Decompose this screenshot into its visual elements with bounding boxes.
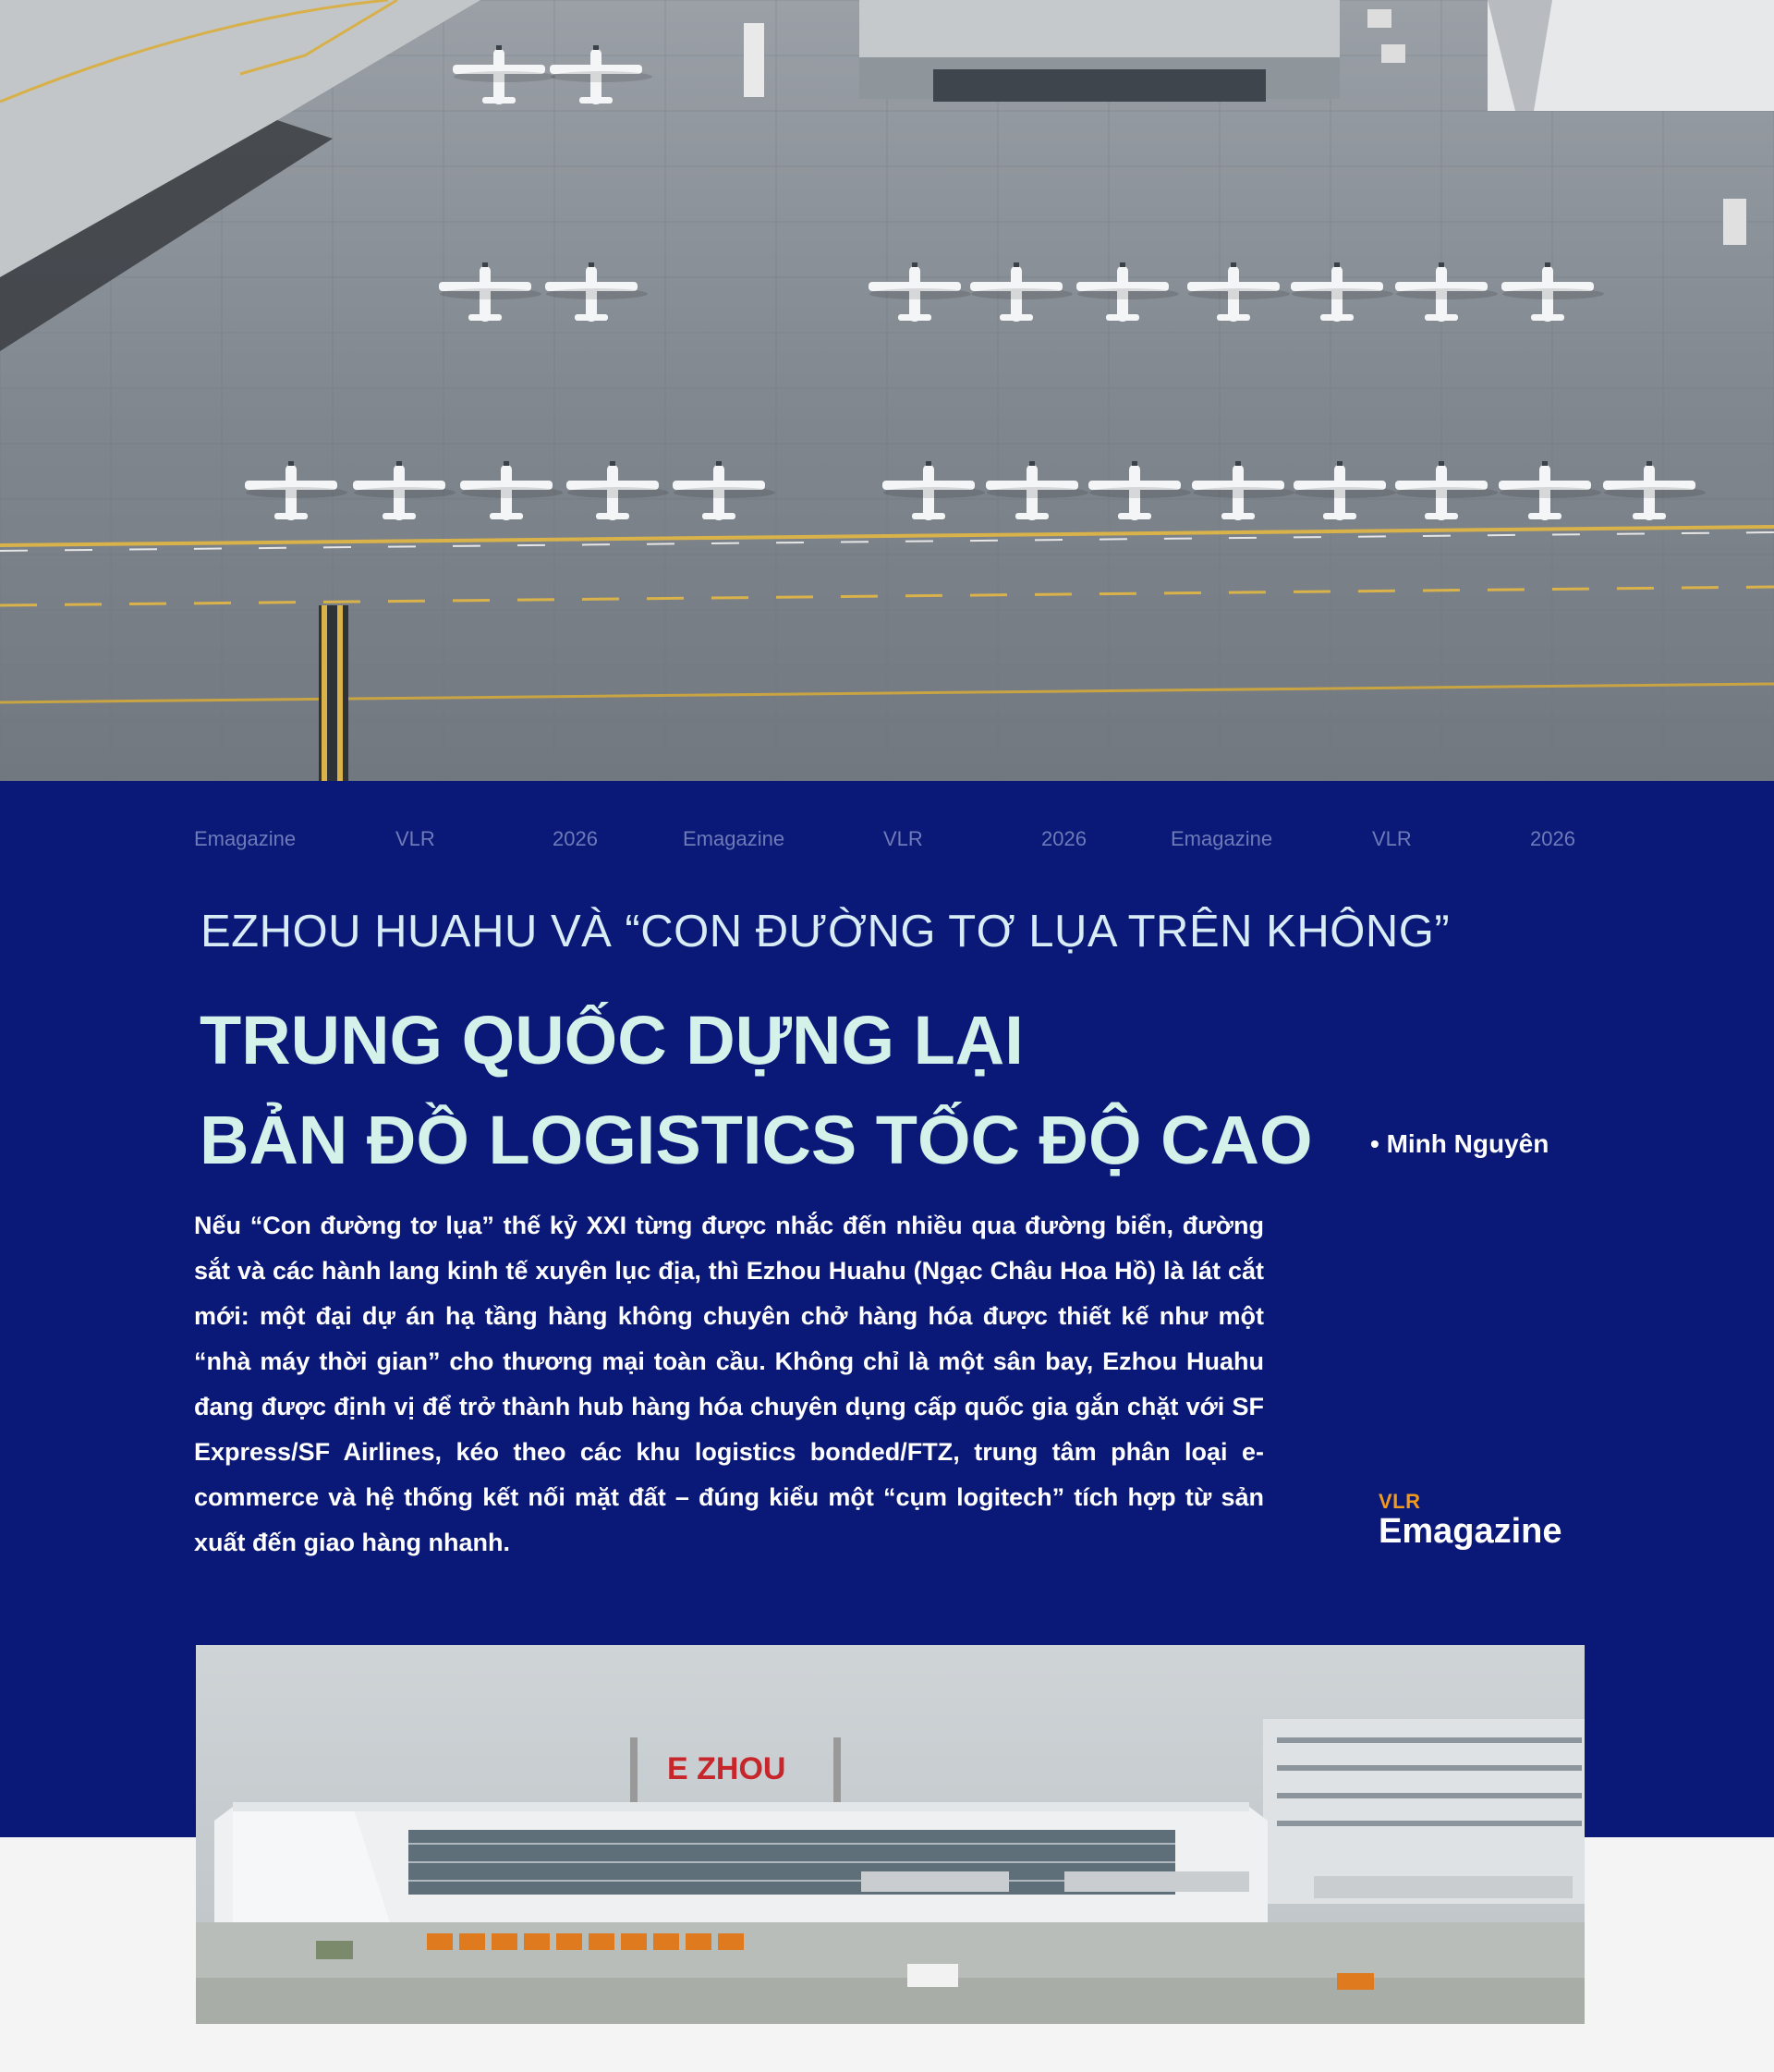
ticker-item: 2026	[553, 827, 598, 850]
ticker-item: Emagazine	[194, 827, 297, 850]
terminal-illustration	[196, 1645, 1585, 2024]
headline-line-2: BẢN ĐỒ LOGISTICS TỐC ĐỘ CAO	[200, 1102, 1313, 1178]
ticker-item: 2026	[1041, 827, 1087, 850]
brand-logo-top: VLR	[1379, 1490, 1421, 1513]
terminal-sign: E ZHOU	[667, 1751, 786, 1786]
ticker-item: 2026	[1530, 827, 1575, 850]
ticker-item: Emagazine	[683, 827, 785, 850]
headline-line-1: TRUNG QUỐC DỰNG LẠI	[200, 1002, 1024, 1079]
ticker-item: VLR	[395, 827, 435, 850]
ticker-item: VLR	[1372, 827, 1412, 850]
article-kicker: EZHOU HUAHU VÀ “CON ĐƯỜNG TƠ LỤA TRÊN KHÔNG”	[200, 907, 1451, 957]
ticker-item: Emagazine	[1171, 827, 1273, 850]
ticker-strip	[0, 827, 1774, 855]
author-byline[interactable]: • Minh Nguyên	[1370, 1129, 1549, 1158]
article-lede: Nếu “Con đường tơ lụa” thế kỷ XXI từng được nhắc đến nhiều qua đường biển, đường sắt và các hành lang kinh tế xuyên lục địa, thì Ezhou Huahu (Ngạc Châu Hoa Hồ) là lát cắt mới: một đại dự án hạ tầng hàng không chuyên chở hàng hóa được thiết kế như một “nhà máy thời gian” cho thương mại toàn cầu. Không chỉ là một sân bay, Ezhou Huahu đang được định vị để trở thành hub hàng hóa chuyên dụng cấp quốc gia gắn chặt với SF Express/SF Airlines, kéo theo các khu logistics bonded/FTZ, trung tâm phân loại e-commerce và hệ thống kết nối mặt đất – đúng kiểu một “cụm logitech” tích hợp từ sản xuất đến giao hàng nhanh.	[194, 1212, 1264, 1556]
brand-logo-bottom: Emagazine	[1379, 1512, 1562, 1551]
hero-image	[0, 0, 1774, 781]
article-headline	[200, 991, 1313, 1190]
terminal-photo	[196, 1645, 1585, 2024]
ticker-item: VLR	[883, 827, 923, 850]
apron-aerial-illustration	[0, 0, 1774, 781]
brand-logo[interactable]	[1379, 1490, 1562, 1552]
